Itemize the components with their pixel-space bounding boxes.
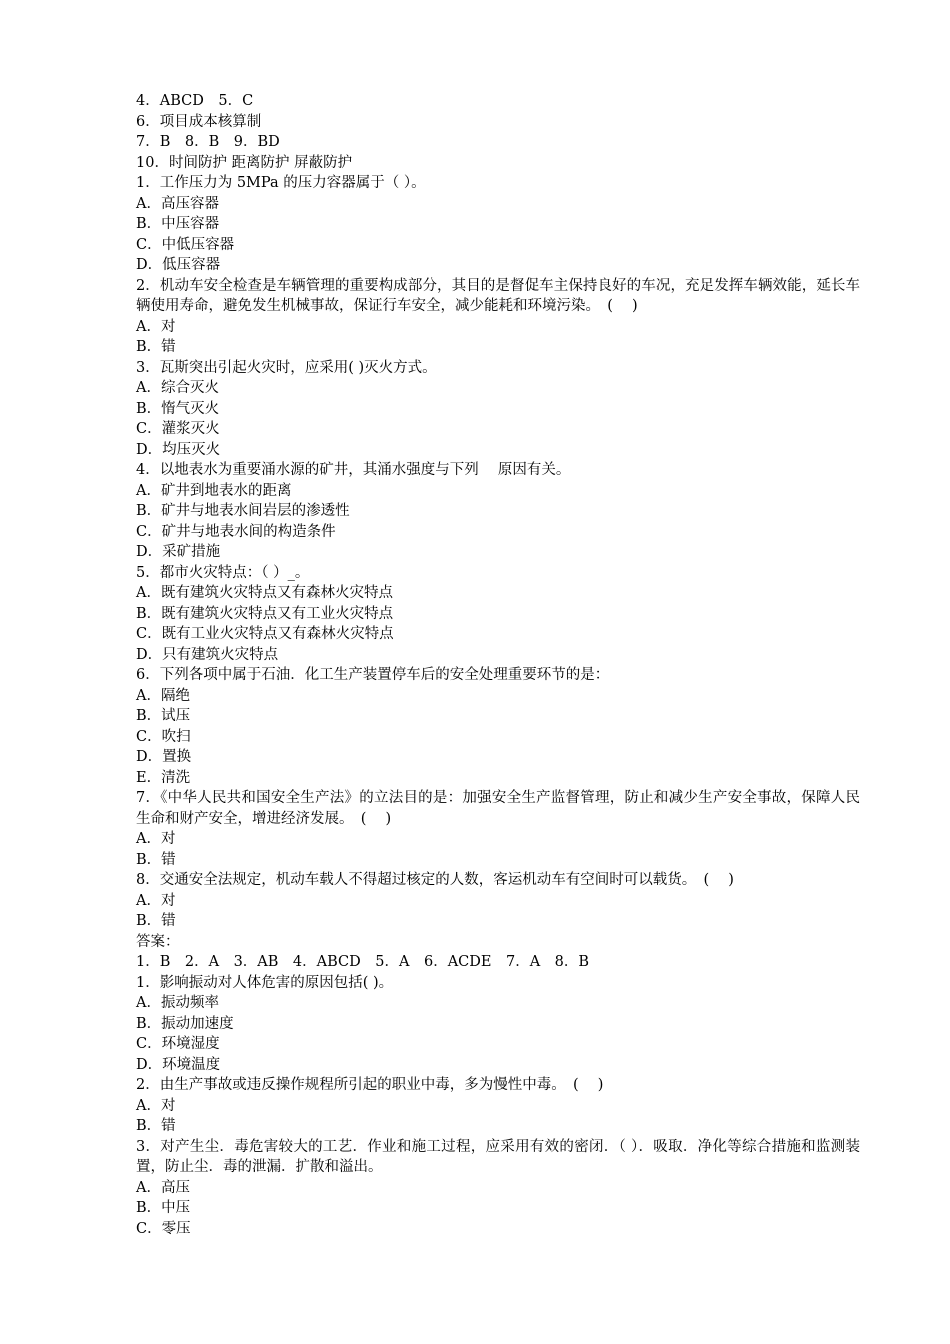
option-line: A．综合灭火 bbox=[136, 380, 219, 396]
option-line: B．试压 bbox=[136, 708, 191, 724]
answer-line: 4．ABCD 5．C bbox=[136, 93, 254, 109]
option-line: A．隔绝 bbox=[136, 687, 190, 704]
option-line: D．只有建筑火灾特点 bbox=[136, 646, 279, 663]
option-line: E．清洗 bbox=[136, 769, 191, 786]
option-line: B．中压 bbox=[136, 1200, 191, 1216]
option-line: A．对 bbox=[136, 831, 176, 847]
question-line: 1．工作压力为 5MPa 的压力容器属于（ ）。 bbox=[136, 175, 426, 191]
option-line: D．均压灭火 bbox=[136, 441, 221, 458]
option-line: A．高压 bbox=[136, 1179, 190, 1196]
answer-line: 10．时间防护 距离防护 屏蔽防护 bbox=[136, 154, 353, 171]
answer-line: 6．项目成本核算制 bbox=[136, 113, 262, 130]
option-line: B．错 bbox=[136, 339, 176, 355]
option-line: C．矿井与地表水间的构造条件 bbox=[136, 523, 336, 540]
answer-line: 1．B 2．A 3．AB 4．ABCD 5．A 6．ACDE 7．A 8．B bbox=[136, 954, 590, 970]
option-line: A．对 bbox=[136, 1097, 176, 1114]
question-line: 1．影响振动对人体危害的原因包括( )。 bbox=[136, 974, 394, 991]
option-line: A．既有建筑火灾特点又有森林火灾特点 bbox=[136, 585, 393, 601]
question-line: 2．机动车安全检查是车辆管理的重要构成部分，其目的是督促车主保持良好的车况，充足发挥车辆效能，延长车辆使用寿命，避免发生机械事故，保证行车安全，减少能耗和环境污染。 ( ) bbox=[136, 277, 860, 314]
option-line: D．低压容器 bbox=[136, 257, 221, 273]
option-line: C．零压 bbox=[136, 1220, 191, 1237]
option-line: B．错 bbox=[136, 1118, 176, 1134]
question-line: 2．由生产事故或违反操作规程所引起的职业中毒，多为慢性中毒。 ( ) bbox=[136, 1077, 604, 1093]
option-line: B．矿井与地表水间岩层的渗透性 bbox=[136, 503, 350, 519]
option-line: C．环境湿度 bbox=[136, 1036, 220, 1052]
question-line: 6．下列各项中属于石油．化工生产装置停车后的安全处理重要环节的是： bbox=[136, 667, 610, 683]
option-line: A．高压容器 bbox=[136, 195, 219, 212]
option-line: C．既有工业火灾特点又有森林火灾特点 bbox=[136, 626, 394, 642]
option-line: B．惰气灭火 bbox=[136, 400, 220, 417]
question-line: 3．对产生尘．毒危害较大的工艺．作业和施工过程，应采用有效的密闭．（ ）．吸取．净化等综合措施和监测装置，防止尘．毒的泄漏．扩散和溢出。 bbox=[136, 1138, 860, 1175]
option-line: A．矿井到地表水的距离 bbox=[136, 482, 292, 499]
option-line: C．灌浆灭火 bbox=[136, 421, 220, 437]
option-line: B．错 bbox=[136, 851, 176, 868]
option-line: A．振动频率 bbox=[136, 995, 219, 1011]
option-line: B．振动加速度 bbox=[136, 1015, 234, 1032]
question-line: 4．以地表水为重要涌水源的矿井，其涌水强度与下列 原因有关。 bbox=[136, 462, 571, 478]
question-line: 7．《中华人民共和国安全生产法》的立法目的是：加强安全生产监督管理，防止和减少生产安全事故，保障人民生命和财产安全，增进经济发展。 ( ) bbox=[136, 790, 860, 827]
option-line: B．中压容器 bbox=[136, 216, 220, 232]
answer-heading: 答案： bbox=[136, 933, 180, 950]
option-line: D．环境温度 bbox=[136, 1056, 221, 1073]
answer-line: 7．B 8．B 9．BD bbox=[136, 134, 280, 150]
question-line: 3．瓦斯突出引起火灾时，应采用( )灭火方式。 bbox=[136, 359, 437, 376]
document-body bbox=[136, 91, 860, 1239]
option-line: B．错 bbox=[136, 913, 176, 929]
option-line: C．中低压容器 bbox=[136, 236, 235, 253]
question-line: 5．都市火灾特点：（ ）_。 bbox=[136, 564, 310, 581]
option-line: C．吹扫 bbox=[136, 728, 191, 745]
option-line: D．采矿措施 bbox=[136, 544, 221, 560]
option-line: A．对 bbox=[136, 892, 176, 909]
question-line: 8．交通安全法规定，机动车载人不得超过核定的人数，客运机动车有空间时可以载货。 ( ) bbox=[136, 872, 734, 888]
option-line: B．既有建筑火灾特点又有工业火灾特点 bbox=[136, 605, 394, 622]
option-line: D．置换 bbox=[136, 749, 192, 765]
option-line: A．对 bbox=[136, 318, 176, 335]
